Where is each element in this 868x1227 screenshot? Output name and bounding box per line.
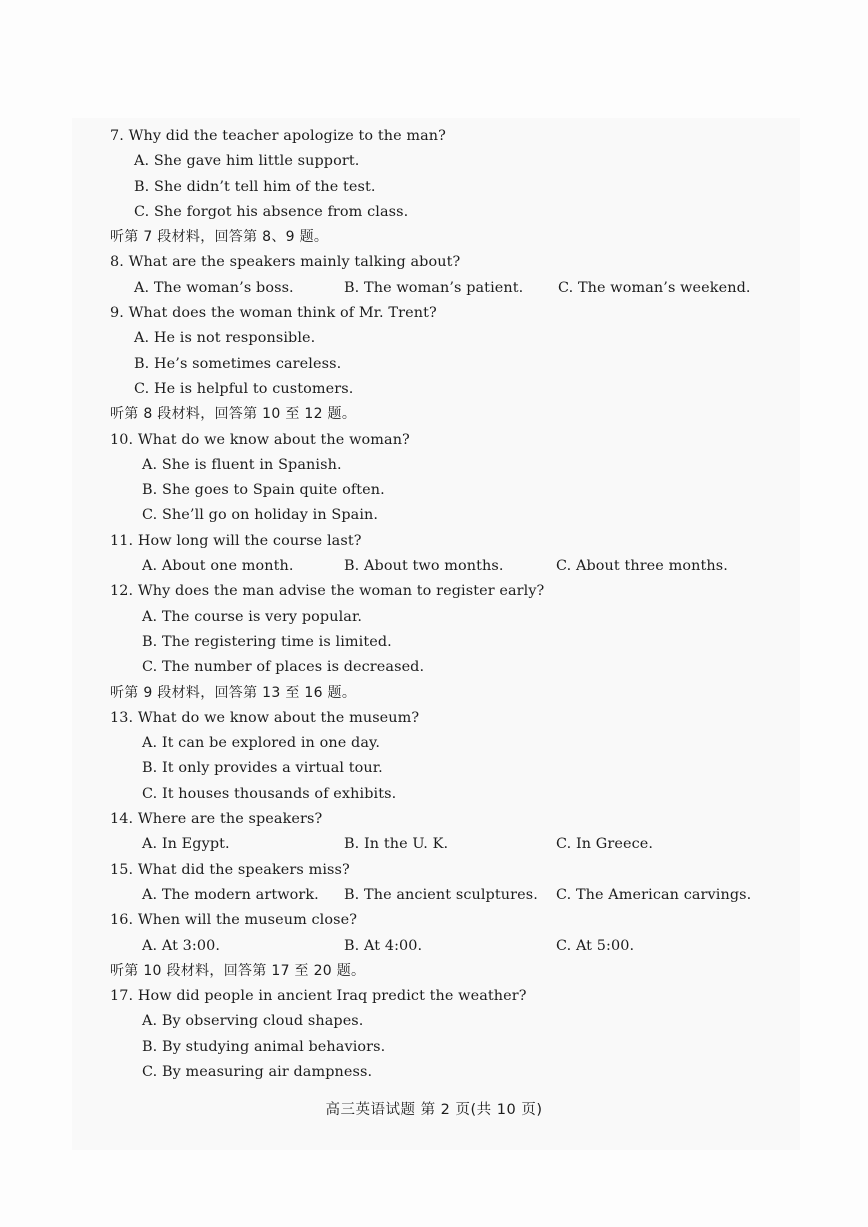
question-10-option-a: A. She is fluent in Spanish. xyxy=(142,456,342,473)
question-12-option-c: C. The number of places is decreased. xyxy=(142,659,425,676)
question-7-option-b: B. She didn’t tell him of the test. xyxy=(134,178,376,195)
question-11-options xyxy=(110,554,770,579)
question-10-stem: 10. What do we know about the woman? xyxy=(110,431,410,448)
question-14-stem: 14. Where are the speakers? xyxy=(110,811,323,828)
section-heading-9: 听第 9 段材料，回答第 13 至 16 题。 xyxy=(110,684,357,701)
question-16-option-a: A. At 3:00. xyxy=(142,937,221,954)
question-14-option-a: A. In Egypt. xyxy=(142,836,230,853)
question-9-stem: 9. What does the woman think of Mr. Trent? xyxy=(110,305,437,322)
question-16-option-c: C. At 5:00. xyxy=(556,937,635,954)
question-17-option-b: B. By studying animal behaviors. xyxy=(142,1038,386,1055)
listening-section xyxy=(110,124,770,1085)
question-14-options xyxy=(110,832,770,857)
question-16-stem: 16. When will the museum close? xyxy=(110,912,358,929)
question-17-option-c: C. By measuring air dampness. xyxy=(142,1063,373,1080)
question-17-option-a: A. By observing cloud shapes. xyxy=(142,1013,364,1030)
question-12-stem: 12. Why does the man advise the woman to register early? xyxy=(110,583,545,600)
question-14-option-c: C. In Greece. xyxy=(556,836,654,853)
section-heading-8: 听第 8 段材料，回答第 10 至 12 题。 xyxy=(110,406,357,423)
question-13-option-b: B. It only provides a virtual tour. xyxy=(142,760,383,777)
question-8-stem: 8. What are the speakers mainly talking about? xyxy=(110,254,461,271)
question-9-option-a: A. He is not responsible. xyxy=(134,330,316,347)
question-15-option-c: C. The American carvings. xyxy=(556,886,752,903)
question-7-option-a: A. She gave him little support. xyxy=(134,153,360,170)
question-8-option-b: B. The woman’s patient. xyxy=(344,279,524,296)
question-16-options xyxy=(110,934,770,959)
question-10-option-b: B. She goes to Spain quite often. xyxy=(142,482,385,499)
question-11-option-c: C. About three months. xyxy=(556,558,728,575)
question-8-option-c: C. The woman’s weekend. xyxy=(558,279,751,296)
question-16-option-b: B. At 4:00. xyxy=(344,937,423,954)
question-17-stem: 17. How did people in ancient Iraq predict the weather? xyxy=(110,988,527,1005)
question-14-option-b: B. In the U. K. xyxy=(344,836,449,853)
question-7-option-c: C. She forgot his absence from class. xyxy=(134,203,409,220)
question-11-option-a: A. About one month. xyxy=(142,558,294,575)
question-13-option-a: A. It can be explored in one day. xyxy=(142,735,381,752)
question-9-option-b: B. He’s sometimes careless. xyxy=(134,355,342,372)
question-9-option-c: C. He is helpful to customers. xyxy=(134,380,354,397)
question-8-option-a: A. The woman’s boss. xyxy=(134,279,294,296)
page-footer: 高三英语试题 第 2 页(共 10 页) xyxy=(325,1102,543,1118)
question-10-option-c: C. She’ll go on holiday in Spain. xyxy=(142,507,379,524)
question-12-option-b: B. The registering time is limited. xyxy=(142,633,392,650)
section-heading-10: 听第 10 段材料，回答第 17 至 20 题。 xyxy=(110,962,366,979)
section-heading-7: 听第 7 段材料，回答第 8、9 题。 xyxy=(110,229,329,246)
question-7-stem: 7. Why did the teacher apologize to the man? xyxy=(110,128,446,144)
question-15-option-a: A. The modern artwork. xyxy=(142,886,319,903)
question-12-option-a: A. The course is very popular. xyxy=(142,608,363,625)
question-15-stem: 15. What did the speakers miss? xyxy=(110,861,350,878)
question-8-options xyxy=(110,276,770,301)
question-13-option-c: C. It houses thousands of exhibits. xyxy=(142,785,397,802)
question-15-option-b: B. The ancient sculptures. xyxy=(344,886,538,903)
question-15-options xyxy=(110,883,770,908)
question-11-option-b: B. About two months. xyxy=(344,558,504,575)
question-13-stem: 13. What do we know about the museum? xyxy=(110,709,420,726)
question-11-stem: 11. How long will the course last? xyxy=(110,532,362,549)
